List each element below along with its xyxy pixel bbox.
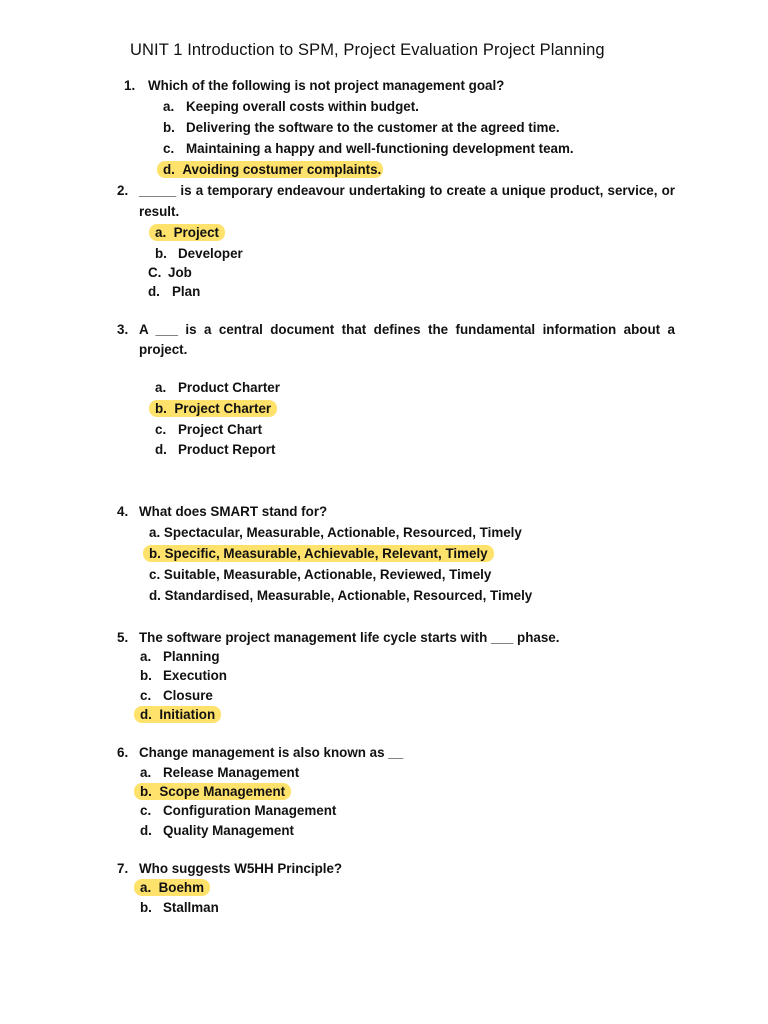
question-number: 7. [117, 861, 129, 876]
question-2 [117, 182, 128, 200]
question-text: Change management is also known as __ [139, 745, 404, 760]
question-7 [117, 860, 343, 878]
answer-highlight: a. Project [149, 224, 225, 241]
question-5 [117, 629, 560, 647]
question-number: 4. [117, 504, 129, 519]
question-3 [117, 321, 128, 339]
question-number: 6. [117, 745, 129, 760]
option-3b-answer [155, 400, 277, 418]
option-3c: c. Project Chart [155, 422, 263, 437]
option-7a-answer [140, 879, 210, 897]
option-3a: a. Product Charter [155, 380, 280, 395]
page-title: UNIT 1 Introduction to SPM, Project Evaluation Project Planning [130, 41, 605, 59]
answer-highlight: d. Initiation [134, 706, 221, 723]
option-4b-answer [149, 545, 494, 563]
option-1b: b. Delivering the software to the customer at the agreed time. [163, 120, 560, 135]
question-number: 5. [117, 630, 129, 645]
question-text-cont: project. [139, 342, 188, 357]
answer-highlight: b. Scope Management [134, 783, 291, 800]
option-4d: d. Standardised, Measurable, Actionable, Resourced, Timely [149, 588, 533, 603]
question-6 [117, 744, 404, 762]
question-text-cont: result. [139, 204, 180, 219]
option-2c: C. Job [148, 265, 192, 280]
option-2d: d. Plan [148, 284, 201, 299]
option-5d-answer [140, 706, 221, 724]
option-2b: b. Developer [155, 246, 243, 261]
question-number: 3. [117, 322, 129, 337]
option-7b: b. Stallman [140, 900, 219, 915]
question-text: Who suggests W5HH Principle? [139, 861, 343, 876]
option-4a: a. Spectacular, Measurable, Actionable, Resourced, Timely [149, 525, 522, 540]
question-4 [117, 503, 328, 521]
option-1d-answer [163, 161, 383, 179]
option-4c: c. Suitable, Measurable, Actionable, Reviewed, Timely [149, 567, 492, 582]
option-5a: a. Planning [140, 649, 220, 664]
option-6c: c. Configuration Management [140, 803, 337, 818]
option-1c: c. Maintaining a happy and well-functioning development team. [163, 141, 574, 156]
answer-highlight: a. Boehm [134, 879, 210, 896]
option-3d: d. Product Report [155, 442, 276, 457]
answer-highlight: b. Project Charter [149, 400, 277, 417]
question-text: Which of the following is not project management goal? [148, 78, 505, 93]
question-text: A ___ is a central document that defines the fundamental information about a [139, 322, 675, 337]
question-number: 1. [124, 78, 136, 93]
question-text: What does SMART stand for? [139, 504, 328, 519]
answer-highlight: d. Avoiding costumer complaints. [157, 161, 383, 178]
question-text: The software project management life cycle starts with ___ phase. [139, 630, 560, 645]
option-6d: d. Quality Management [140, 823, 294, 838]
question-1 [124, 77, 505, 95]
option-2a-answer [155, 224, 225, 242]
option-1a: a. Keeping overall costs within budget. [163, 99, 419, 114]
option-5c: c. Closure [140, 688, 213, 703]
answer-highlight: b. Specific, Measurable, Achievable, Relevant, Timely [143, 545, 494, 562]
question-text: _____ is a temporary endeavour undertaking to create a unique product, service, or [139, 183, 675, 198]
option-6b-answer [140, 783, 291, 801]
option-5b: b. Execution [140, 668, 227, 683]
question-number: 2. [117, 183, 129, 198]
option-6a: a. Release Management [140, 765, 300, 780]
